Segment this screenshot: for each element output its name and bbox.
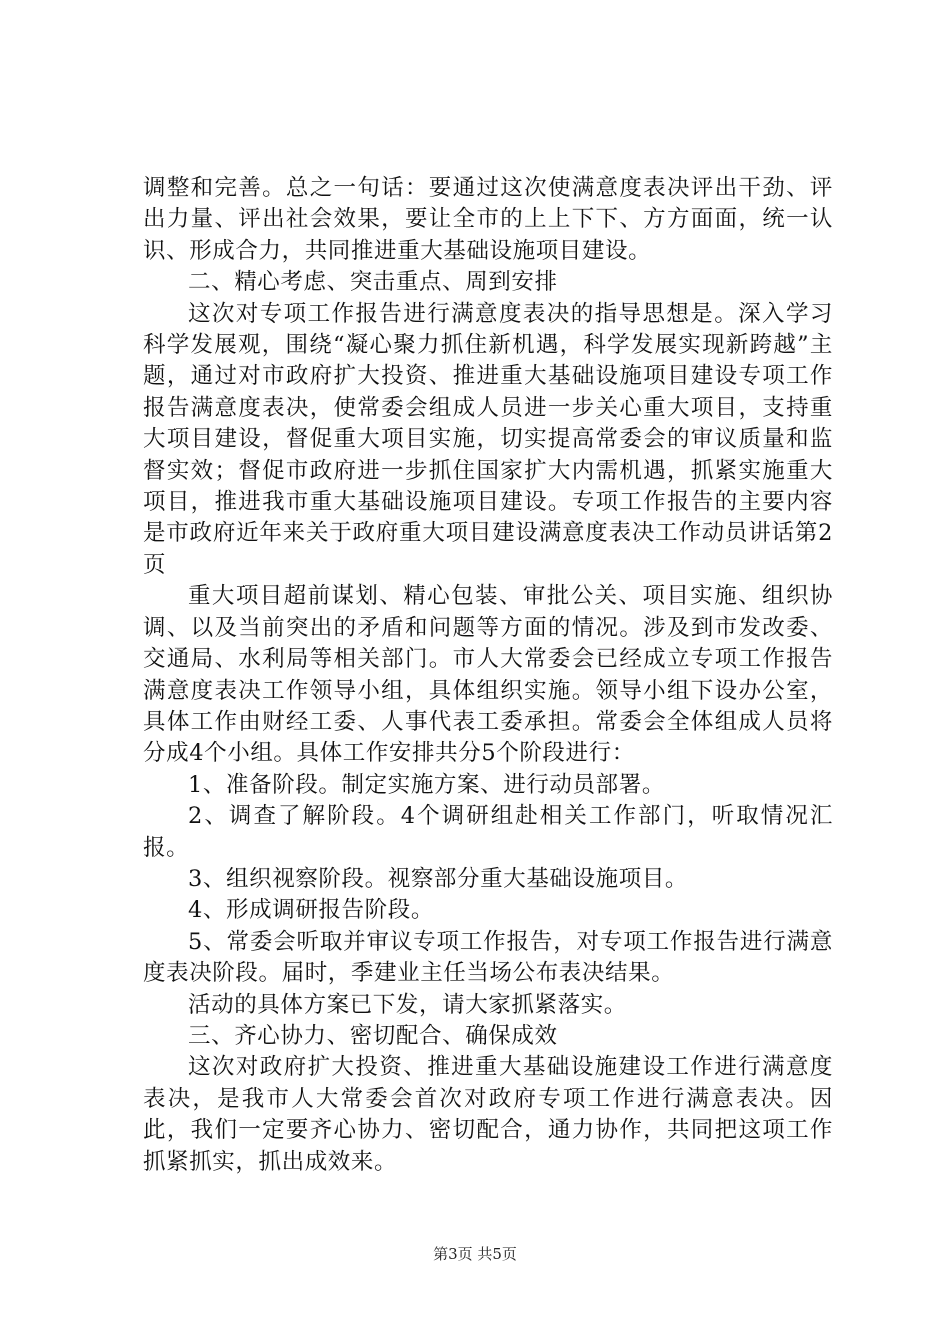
section-heading-2: 二、精心考虑、突击重点、周到安排 xyxy=(188,269,558,296)
list-item-stage-5: 5、常委会听取并审议专项工作报告，对专项工作报告进行满意度表决阶段。届时，季建业主任当场公布表决结果。 xyxy=(143,928,833,987)
paragraph-continuation: 调整和完善。总之一句话：要通过这次使满意度表决评出干劲、评出力量、评出社会效果，要让全市的上上下下、方方面面，统一认识、形成合力，共同推进重大基础设施项目建设。 xyxy=(143,175,833,264)
paragraph-closing: 这次对政府扩大投资、推进重大基础设施建设工作进行满意度表决，是我市人大常委会首次对政府专项工作进行满意表决。因此，我们一定要齐心协力、密切配合，通力协作，共同把这项工作抓紧抓实，抓出成效来。 xyxy=(143,1054,833,1175)
body-text xyxy=(143,173,833,1178)
paragraph-plan-issued: 活动的具体方案已下发，请大家抓紧落实。 xyxy=(188,991,627,1018)
list-item-stage-1: 1、准备阶段。制定实施方案、进行动员部署。 xyxy=(188,771,665,798)
list-item-stage-2: 2、调查了解阶段。4个调研组赴相关工作部门，听取情况汇报。 xyxy=(143,803,833,861)
paragraph-guiding-thought: 这次对专项工作报告进行满意度表决的指导思想是。深入学习科学发展观，围绕“凝心聚力抓住新机遇，科学发展实现新跨越”主题，通过对市政府扩大投资、推进重大基础设施项目建设专项工作报告满意度表决，使常委会组成人员进一步关心重大项目，支持重大项目建设，督促重大项目实施，切实提高常委会的审议质量和监督实效；督促市政府进一步抓住国家扩大内需机遇，抓紧实施重大项目，推进我市重大基础设施项目建设。专项工作报告的主要内容是市政府近年来关于政府重大项目建设满意度表决工作动员讲话第2页 xyxy=(143,300,833,578)
list-item-stage-3: 3、组织视察阶段。视察部分重大基础设施项目。 xyxy=(188,865,689,892)
paragraph-major-projects: 重大项目超前谋划、精心包装、审批公关、项目实施、组织协调、以及当前突出的矛盾和问题等方面的情况。涉及到市发改委、交通局、水利局等相关部门。市人大常委会已经成立专项工作报告满意度表决工作领导小组，具体组织实施。领导小组下设办公室，具体工作由财经工委、人事代表工委承担。常委会全体组成人员将分成4个小组。具体工作安排共分5个阶段进行： xyxy=(143,583,833,767)
section-heading-3: 三、齐心协力、密切配合、确保成效 xyxy=(188,1022,558,1049)
list-item-stage-4: 4、形成调研报告阶段。 xyxy=(188,897,434,924)
page-footer: 第3页 共5页 xyxy=(433,1245,517,1263)
